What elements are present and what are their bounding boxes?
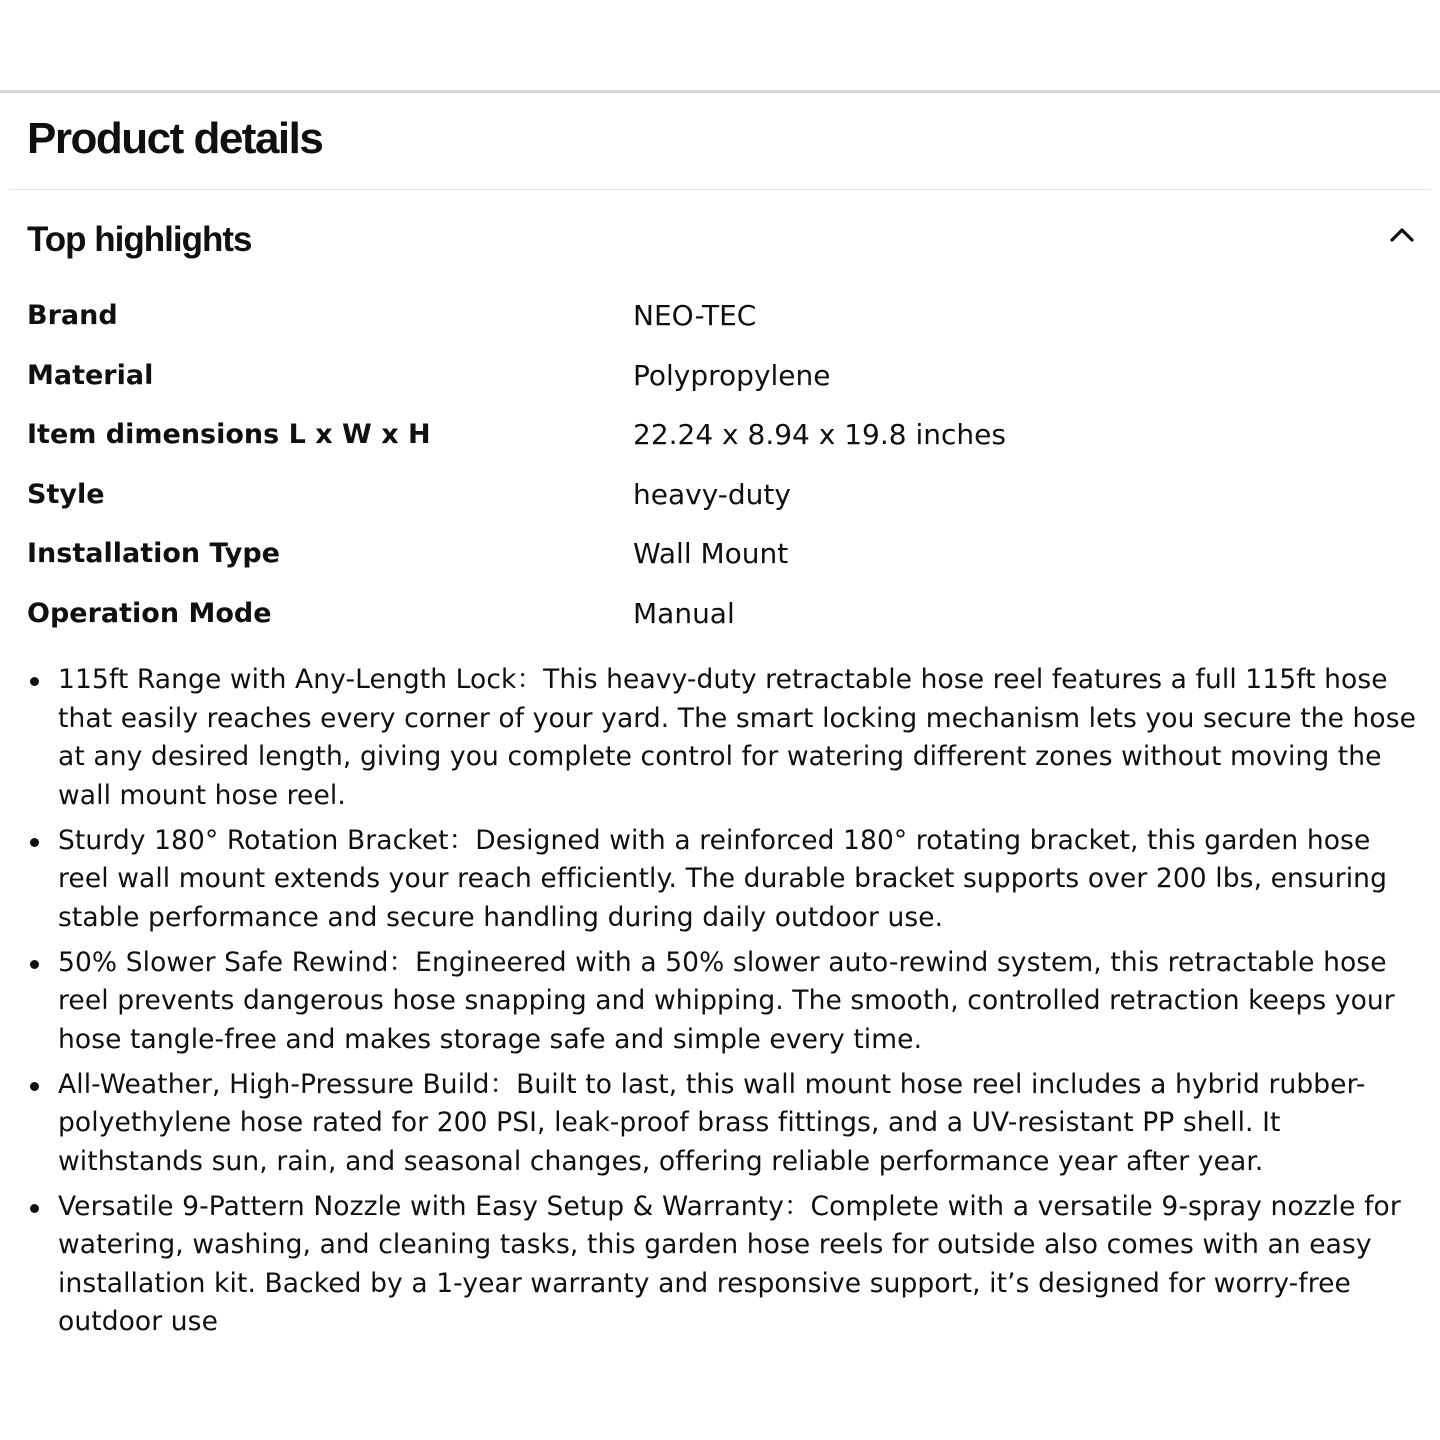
bullet-dot-icon [30, 1082, 39, 1091]
top-highlights-header[interactable] [0, 212, 1440, 272]
spec-row-style [27, 465, 1417, 525]
spec-value: Polypropylene [633, 358, 831, 392]
spec-value: Manual [633, 596, 735, 630]
spec-value: Wall Mount [633, 537, 789, 570]
bullet-dot-icon [30, 677, 39, 686]
spec-value: 22.24 x 8.94 x 19.8 inches [633, 418, 1006, 451]
list-item [0, 1188, 1440, 1342]
bullet-text: Versatile 9-Pattern Nozzle with Easy Setup & Warranty：Complete with a versatile 9-spray nozzle for watering, washing, and cleaning tasks, this garden hose reels for outside also comes with an easy installation kit. Backed by a 1-year warranty and responsive support, it’s designed for worry-free outdoor use [58, 1190, 1401, 1337]
bullet-dot-icon [30, 960, 39, 969]
spec-value: heavy-duty [633, 477, 791, 511]
spec-label: Item dimensions L x W x H [27, 419, 431, 450]
spec-value: NEO-TEC [633, 299, 757, 332]
bullet-text: 50% Slower Safe Rewind：Engineered with a 50% slower auto-rewind system, this retractable hose reel prevents dangerous hose snapping and whipping. The smooth, controlled retraction keeps your hose tangle-free and makes storage safe and simple every time. [58, 946, 1395, 1055]
list-item [0, 944, 1440, 1060]
spec-row-brand [27, 286, 1417, 346]
spec-label: Material [27, 359, 154, 391]
bullet-dot-icon [30, 1204, 39, 1213]
section-title: Top highlights [27, 220, 252, 259]
feature-bullets [0, 661, 1440, 1348]
spec-label: Operation Mode [27, 597, 272, 629]
bullet-text: 115ft Range with Any-Length Lock：This heavy-duty retractable hose reel features a full 115ft hose that easily reaches every corner of your yard. The smart locking mechanism lets you secure the hose at any desired length, giving you complete control for watering different zones without moving the wall mount hose reel. [58, 664, 1417, 811]
section-divider [9, 189, 1431, 190]
spec-row-installation-type [27, 524, 1417, 584]
list-item [0, 661, 1440, 815]
spec-label: Installation Type [27, 538, 280, 569]
chevron-up-icon[interactable] [1382, 218, 1422, 254]
bullet-dot-icon [30, 838, 39, 847]
bullet-text: All-Weather, High-Pressure Build：Built to last, this wall mount hose reel includes a hybrid rubber-polyethylene hose rated for 200 PSI, leak-proof brass fittings, and a UV-resistant PP shell. It withstands sun, rain, and seasonal changes, offering reliable performance year after year. [58, 1068, 1366, 1177]
top-divider [0, 90, 1440, 93]
list-item [0, 1066, 1440, 1182]
spec-label: Style [27, 478, 105, 510]
page-title: Product details [27, 114, 323, 163]
list-item [0, 822, 1440, 938]
bullet-text: Sturdy 180° Rotation Bracket：Designed with a reinforced 180° rotating bracket, this garden hose reel wall mount extends your reach efficiently. The durable bracket supports over 200 lbs, ensuring stable performance and secure handling during daily outdoor use. [58, 824, 1387, 933]
specs-table [27, 286, 1417, 643]
spec-row-operation-mode [27, 584, 1417, 644]
spec-row-dimensions [27, 405, 1417, 465]
spec-row-material [27, 346, 1417, 406]
spec-label: Brand [27, 300, 118, 331]
